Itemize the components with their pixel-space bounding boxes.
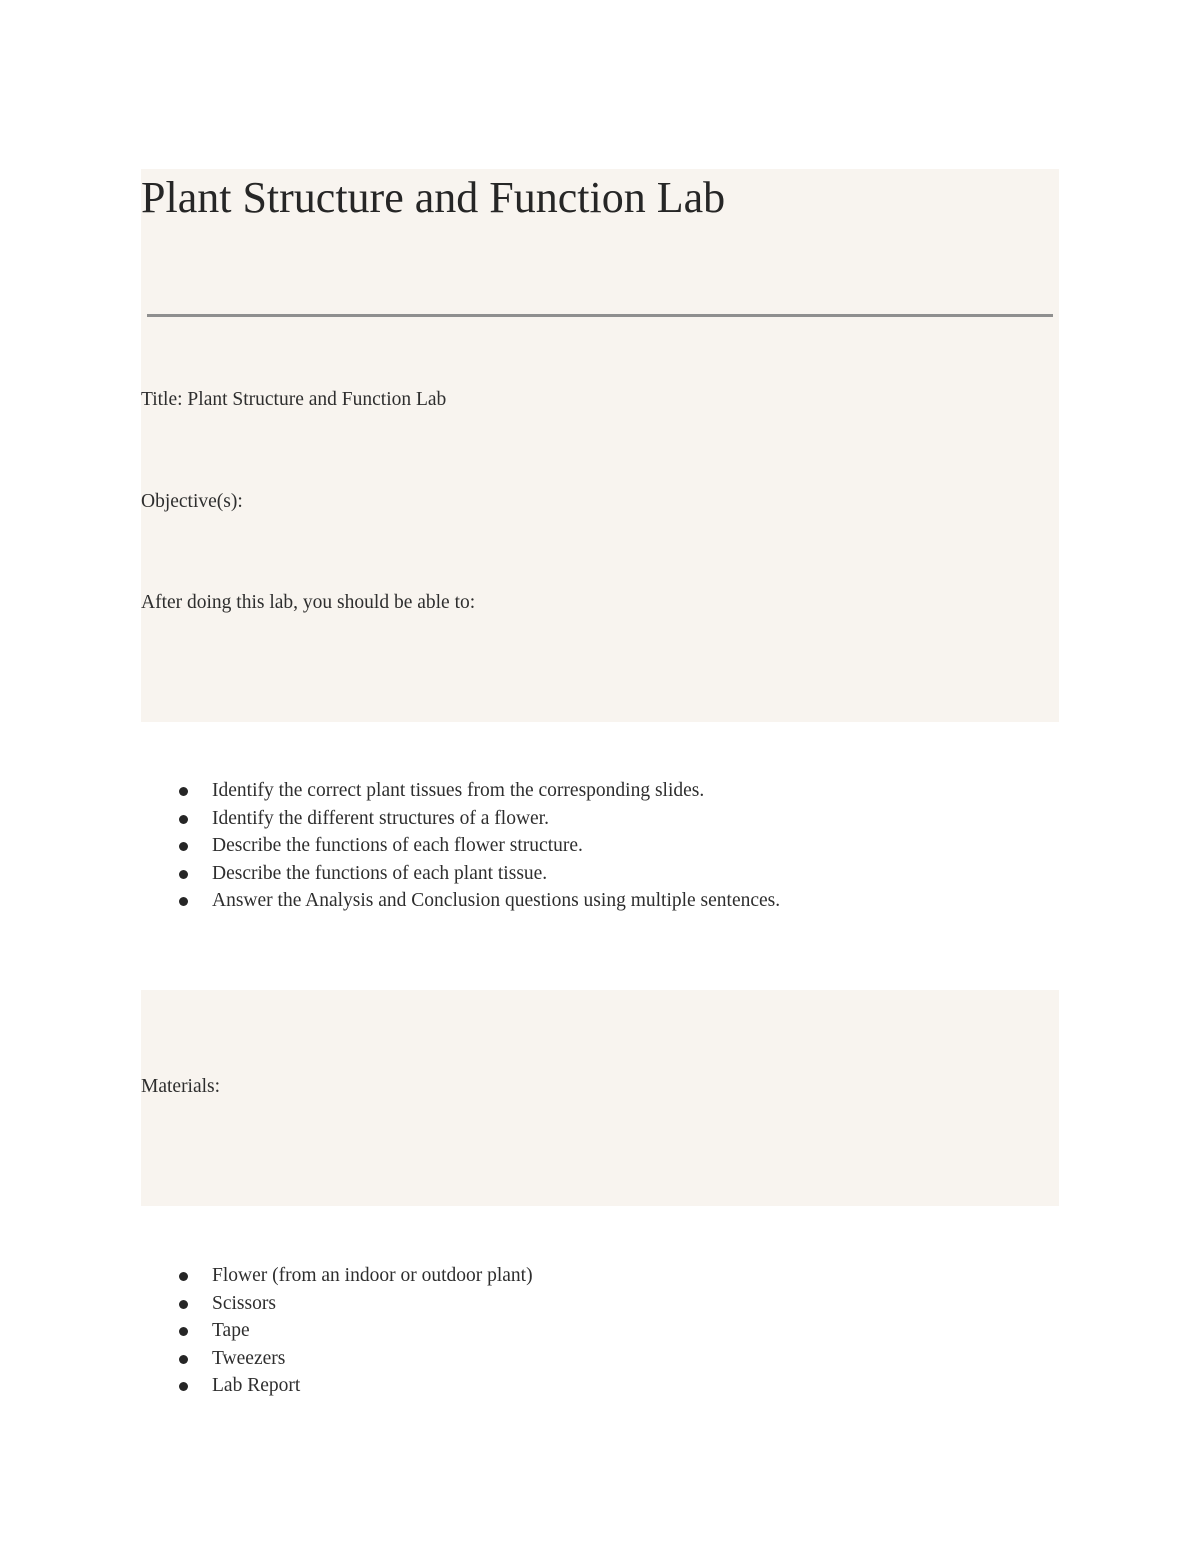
title-line: Title: Plant Structure and Function Lab xyxy=(141,389,447,410)
bullet-icon xyxy=(179,1272,188,1281)
list-item-text: Describe the functions of each plant tissue. xyxy=(212,862,548,884)
list-item-text: Identify the different structures of a flower. xyxy=(212,807,549,829)
bullet-icon xyxy=(179,1327,188,1336)
list-item-text: Lab Report xyxy=(212,1375,301,1396)
list-item-text: Tape xyxy=(212,1320,250,1341)
bullet-icon xyxy=(179,897,188,906)
bullet-icon xyxy=(179,1382,188,1391)
list-item-text: Tweezers xyxy=(212,1347,286,1369)
materials-section-background xyxy=(141,990,1059,1206)
bullet-icon xyxy=(179,842,188,851)
list-item-text: Answer the Analysis and Conclusion questions using multiple sentences. xyxy=(212,890,781,911)
list-item-text: Scissors xyxy=(212,1292,276,1314)
header-section-background xyxy=(141,169,1059,722)
horizontal-divider xyxy=(147,314,1053,317)
bullet-icon xyxy=(179,1300,188,1309)
bullet-icon xyxy=(179,1355,188,1364)
list-item-text: Flower (from an indoor or outdoor plant) xyxy=(212,1265,533,1286)
objectives-intro: After doing this lab, you should be able to: xyxy=(141,592,476,613)
bullet-icon xyxy=(179,815,188,824)
materials-label: Materials: xyxy=(141,1076,221,1097)
list-item-text: Describe the functions of each flower structure. xyxy=(212,835,583,856)
list-item-text: Identify the correct plant tissues from the corresponding slides. xyxy=(212,780,705,801)
objectives-label: Objective(s): xyxy=(141,491,243,512)
page-title: Plant Structure and Function Lab xyxy=(141,173,726,222)
bullet-icon xyxy=(179,787,188,796)
bullet-icon xyxy=(179,870,188,879)
